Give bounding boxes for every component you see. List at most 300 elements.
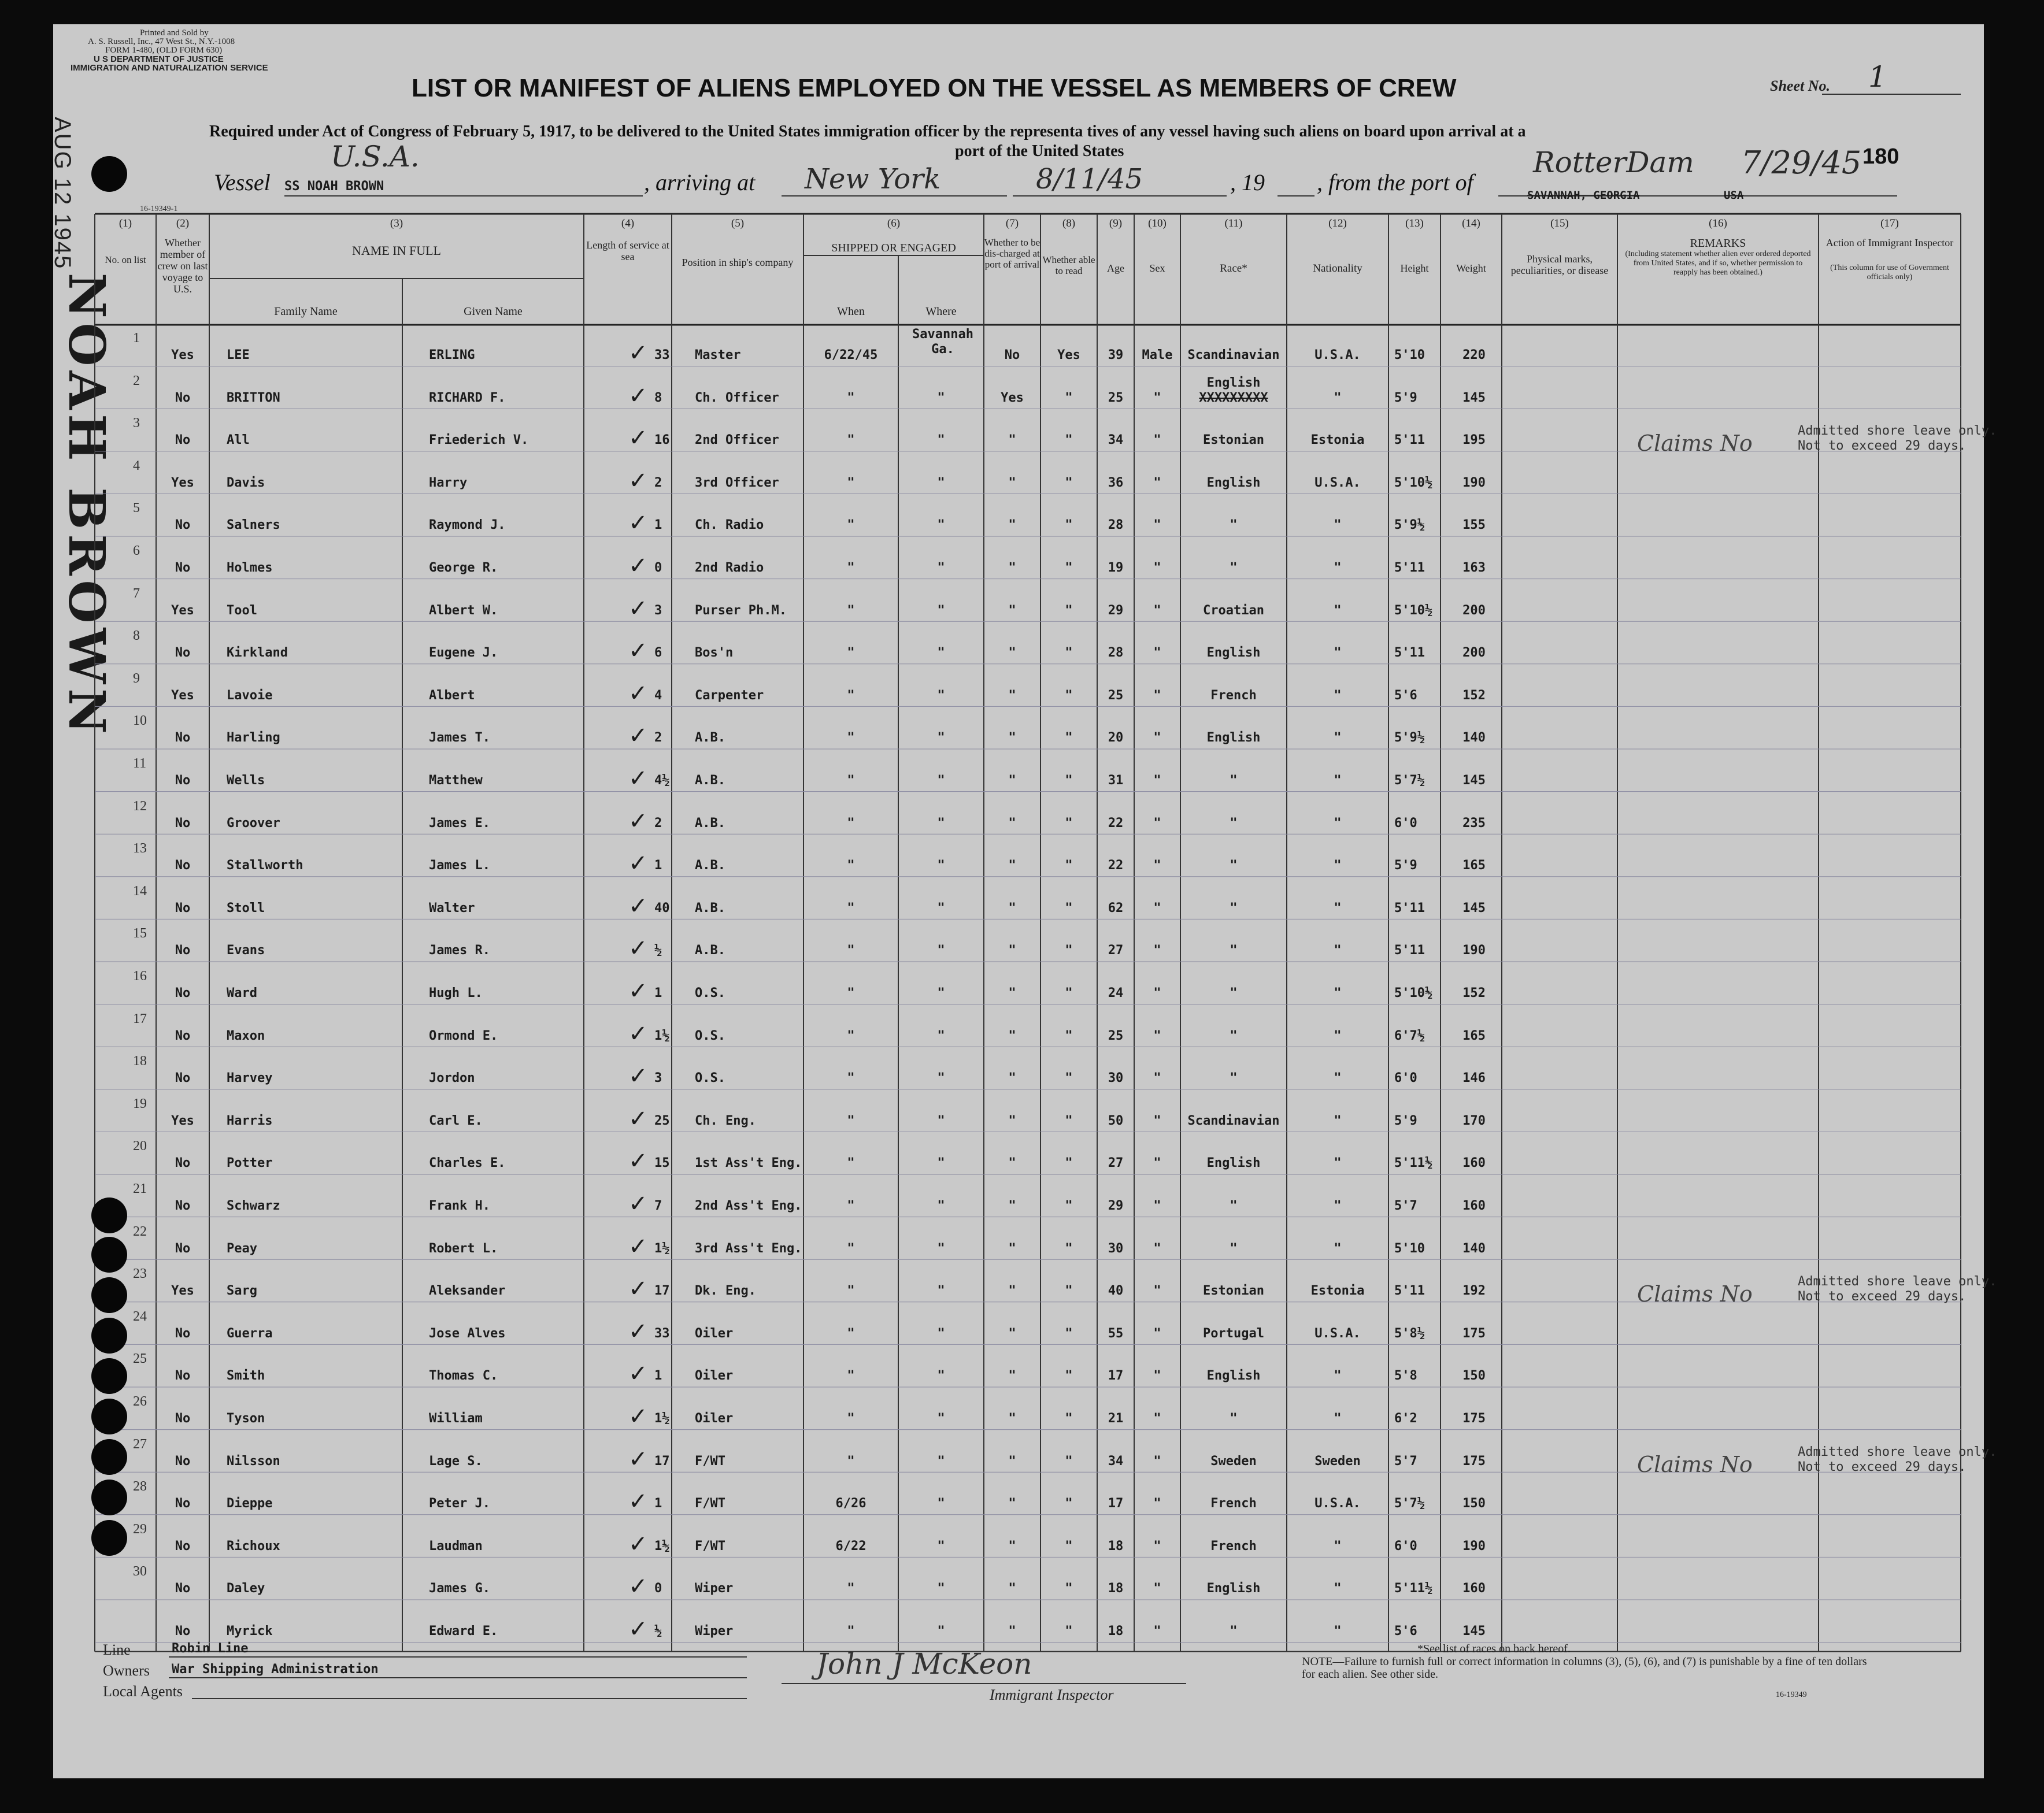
col-discharged: " bbox=[1008, 1284, 1016, 1299]
inspector-label: Immigrant Inspector bbox=[990, 1686, 1114, 1703]
col-given-name: Albert W. bbox=[429, 603, 498, 618]
col-service-years: 25 bbox=[654, 1113, 670, 1128]
col-position: Bos'n bbox=[695, 646, 734, 661]
col-nationality: " bbox=[1334, 773, 1342, 788]
col-service-years: 33 bbox=[654, 348, 670, 362]
col-age: 34 bbox=[1108, 1454, 1124, 1469]
col-height: 5'11 bbox=[1394, 1284, 1425, 1299]
service-checkmark: ✓ bbox=[628, 1360, 648, 1388]
col-weight: 150 bbox=[1462, 1369, 1486, 1384]
col-c8-number: (8) bbox=[1062, 217, 1076, 229]
col-shipped-where: " bbox=[937, 603, 945, 618]
col-nationality: " bbox=[1334, 518, 1342, 533]
line-underline bbox=[169, 1656, 747, 1658]
col-sex: Male bbox=[1142, 348, 1173, 362]
service-checkmark: ✓ bbox=[628, 1233, 648, 1260]
col-able-to-read: " bbox=[1065, 1028, 1073, 1043]
col-weight: 150 bbox=[1462, 1496, 1486, 1511]
col-service-years: 16 bbox=[654, 433, 670, 448]
col-family-name: All bbox=[227, 433, 250, 448]
col-shipped-where: " bbox=[937, 1538, 945, 1554]
col-c9-label: Age bbox=[1107, 262, 1124, 274]
col-service-years: 4½ bbox=[654, 773, 670, 788]
col-service-years: 6 bbox=[654, 646, 662, 661]
col-shipped-where: " bbox=[937, 986, 945, 1000]
col-age: 30 bbox=[1108, 1071, 1124, 1086]
col-position: 2nd Radio bbox=[695, 561, 764, 575]
col-family-name: Wells bbox=[227, 773, 265, 788]
col-race: " bbox=[1230, 815, 1238, 831]
col-prev-voyage: No bbox=[175, 900, 191, 915]
col-c17-sublabel: (This column for use of Government officials only) bbox=[1830, 264, 1949, 281]
col-able-to-read: " bbox=[1065, 900, 1073, 915]
col-family-name: Kirkland bbox=[227, 646, 288, 661]
col-given-name: James T. bbox=[429, 731, 490, 746]
col-discharged: " bbox=[1008, 731, 1016, 746]
col-weight: 190 bbox=[1462, 475, 1486, 490]
col-prev-voyage: Yes bbox=[171, 1113, 194, 1128]
col-nationality: " bbox=[1334, 1156, 1342, 1171]
row-number: 16 bbox=[133, 969, 147, 984]
col-shipped-when: " bbox=[847, 731, 855, 746]
col-position: A.B. bbox=[695, 858, 725, 873]
col-able-to-read: " bbox=[1065, 1538, 1073, 1554]
col-family-name: Smith bbox=[227, 1369, 265, 1384]
col-given-name: Carl E. bbox=[429, 1113, 483, 1128]
owners-value: War Shipping Administration bbox=[172, 1662, 379, 1677]
col-nationality: " bbox=[1334, 943, 1342, 958]
col-race: " bbox=[1230, 943, 1238, 958]
col-shipped-where: " bbox=[937, 1199, 945, 1213]
col-nationality: " bbox=[1334, 390, 1342, 405]
col-shipped-when: " bbox=[847, 1113, 855, 1128]
col-prev-voyage: No bbox=[175, 433, 191, 448]
col-prev-voyage: No bbox=[175, 1241, 191, 1256]
service-checkmark: ✓ bbox=[628, 765, 648, 792]
col-c3-label: NAME IN FULL bbox=[352, 243, 441, 258]
col-height: 5'8½ bbox=[1394, 1326, 1425, 1341]
col-age: 31 bbox=[1108, 773, 1124, 788]
row-number: 4 bbox=[133, 458, 140, 473]
vessel-flag: U.S.A. bbox=[331, 140, 420, 173]
col-able-to-read: " bbox=[1065, 1369, 1073, 1384]
remark-claims-handwritten: Claims No bbox=[1637, 1451, 1753, 1477]
from-port-typed: SAVANNAH, GEORGIA bbox=[1527, 189, 1640, 202]
col-prev-voyage: No bbox=[175, 1199, 191, 1213]
col-service-years: 2 bbox=[654, 475, 662, 490]
col-nationality: " bbox=[1334, 1369, 1342, 1384]
col-sex: " bbox=[1153, 561, 1161, 575]
col-nationality: " bbox=[1334, 986, 1342, 1000]
col-sex: " bbox=[1153, 433, 1161, 448]
col-age: 17 bbox=[1108, 1496, 1124, 1511]
col-age: 39 bbox=[1108, 348, 1124, 362]
service-checkmark: ✓ bbox=[628, 850, 648, 877]
col-given-name: Raymond J. bbox=[429, 518, 506, 533]
col-age: 30 bbox=[1108, 1241, 1124, 1256]
col-given-name: Robert L. bbox=[429, 1241, 498, 1256]
col-weight: 163 bbox=[1462, 561, 1486, 575]
row-number: 1 bbox=[133, 331, 140, 346]
signature-underline bbox=[782, 1683, 1186, 1684]
col-given-name: James L. bbox=[429, 858, 490, 873]
col-weight: 145 bbox=[1462, 900, 1486, 915]
col-c10-number: (10) bbox=[1148, 217, 1167, 229]
col-family-name: Dieppe bbox=[227, 1496, 273, 1511]
col-discharged: " bbox=[1008, 1581, 1016, 1596]
row-number: 30 bbox=[133, 1564, 147, 1580]
col-prev-voyage: No bbox=[175, 1496, 191, 1511]
col-sex: " bbox=[1153, 731, 1161, 746]
service-checkmark: ✓ bbox=[628, 722, 648, 750]
col-age: 25 bbox=[1108, 1028, 1124, 1043]
col-service-years: 17 bbox=[654, 1284, 670, 1299]
col-able-to-read: " bbox=[1065, 603, 1073, 618]
col-position: Ch. Officer bbox=[695, 390, 779, 405]
col-age: 29 bbox=[1108, 603, 1124, 618]
col-discharged: " bbox=[1008, 815, 1016, 831]
col-height: 5'10½ bbox=[1394, 603, 1433, 618]
col-shipped-where: " bbox=[937, 1624, 945, 1638]
col-shipped-where: " bbox=[937, 1581, 945, 1596]
col-weight: 192 bbox=[1462, 1284, 1486, 1299]
col-c15-number: (15) bbox=[1550, 217, 1569, 229]
col-shipped-where: " bbox=[937, 1113, 945, 1128]
service-checkmark: ✓ bbox=[628, 1445, 648, 1473]
row-number: 7 bbox=[133, 585, 140, 601]
col-prev-voyage: No bbox=[175, 646, 191, 661]
col-position: A.B. bbox=[695, 943, 725, 958]
line-value: Robin Line bbox=[172, 1641, 249, 1656]
col-height: 5'9 bbox=[1394, 858, 1417, 873]
col-service-years: 8 bbox=[654, 390, 662, 405]
col-service-years: 1 bbox=[654, 518, 662, 533]
col-weight: 152 bbox=[1462, 986, 1486, 1000]
col-prev-voyage: No bbox=[175, 390, 191, 405]
col-prev-voyage: Yes bbox=[171, 348, 194, 362]
col-height: 5'7½ bbox=[1394, 773, 1425, 788]
col-sex: " bbox=[1153, 390, 1161, 405]
service-checkmark: ✓ bbox=[628, 1530, 648, 1558]
col-c11-number: (11) bbox=[1224, 217, 1243, 229]
col-weight: 160 bbox=[1462, 1156, 1486, 1171]
col-age: 21 bbox=[1108, 1411, 1124, 1426]
service-checkmark: ✓ bbox=[628, 935, 648, 962]
col-c7-number: (7) bbox=[1005, 217, 1019, 229]
col-nationality: U.S.A. bbox=[1314, 475, 1361, 490]
col-weight: 152 bbox=[1462, 688, 1486, 703]
col-given-name: Matthew bbox=[429, 773, 483, 788]
col-given-name: Walter bbox=[429, 900, 475, 915]
col-position: Oiler bbox=[695, 1411, 734, 1426]
col-c2-number: (2) bbox=[176, 217, 190, 229]
col-sex: " bbox=[1153, 1199, 1161, 1213]
arriving-label: , arriving at bbox=[644, 169, 756, 195]
col-prev-voyage: No bbox=[175, 1411, 191, 1426]
col-height: 5'11 bbox=[1394, 900, 1425, 915]
col-discharged: " bbox=[1008, 986, 1016, 1000]
col-position: Master bbox=[695, 348, 741, 362]
col-position: Carpenter bbox=[695, 688, 764, 703]
col-service-years: 40 bbox=[654, 900, 670, 915]
binder-hole bbox=[91, 1318, 127, 1354]
col-shipped-when: 6/22 bbox=[835, 1538, 867, 1554]
col-discharged: " bbox=[1008, 433, 1016, 448]
col-sex: " bbox=[1153, 1071, 1161, 1086]
col-height: 5'10½ bbox=[1394, 475, 1433, 490]
col-discharged: " bbox=[1008, 1624, 1016, 1638]
col-shipped-when: " bbox=[847, 943, 855, 958]
col-height: 6'0 bbox=[1394, 1071, 1417, 1086]
row-number: 2 bbox=[133, 373, 140, 388]
service-checkmark: ✓ bbox=[628, 1616, 648, 1643]
col-service-years: 1 bbox=[654, 858, 662, 873]
col-shipped-when: " bbox=[847, 900, 855, 915]
col-weight: 190 bbox=[1462, 1538, 1486, 1554]
col-able-to-read: " bbox=[1065, 815, 1073, 831]
col-position: F/WT bbox=[695, 1454, 725, 1469]
col-shipped-when: 6/22/45 bbox=[824, 348, 878, 362]
col-age: 62 bbox=[1108, 900, 1124, 915]
col-weight: 145 bbox=[1462, 773, 1486, 788]
from-port-label: , from the port of bbox=[1317, 169, 1473, 195]
col-nationality: " bbox=[1334, 1581, 1342, 1596]
col-c17-number: (17) bbox=[1880, 217, 1899, 229]
col-race: English bbox=[1206, 475, 1261, 490]
col-discharged: " bbox=[1008, 688, 1016, 703]
col-race: Croatian bbox=[1203, 603, 1264, 618]
col-discharged: " bbox=[1008, 1538, 1016, 1554]
col-position: 3rd Officer bbox=[695, 475, 779, 490]
col-c9-number: (9) bbox=[1109, 217, 1123, 229]
manifest-sheet bbox=[50, 24, 1997, 1778]
col-age: 22 bbox=[1108, 858, 1124, 873]
from-country-typed: USA bbox=[1724, 189, 1744, 202]
col-c16-label: REMARKS bbox=[1690, 237, 1746, 250]
col-given-name: Jordon bbox=[429, 1071, 475, 1086]
col-able-to-read: " bbox=[1065, 943, 1073, 958]
service-checkmark: ✓ bbox=[628, 637, 648, 665]
binder-hole bbox=[91, 156, 127, 192]
col-position: O.S. bbox=[695, 986, 725, 1000]
col-family-name: Holmes bbox=[227, 561, 273, 575]
col-shipped-when: " bbox=[847, 1369, 855, 1384]
col-weight: 160 bbox=[1462, 1199, 1486, 1213]
col-c3-given-label: Given Name bbox=[464, 305, 523, 318]
col-service-years: 4 bbox=[654, 688, 662, 703]
col-height: 5'9 bbox=[1394, 1113, 1417, 1128]
col-weight: 140 bbox=[1462, 731, 1486, 746]
col-shipped-where: " bbox=[937, 900, 945, 915]
col-height: 5'7 bbox=[1394, 1454, 1417, 1469]
col-discharged: " bbox=[1008, 943, 1016, 958]
file-number: 180 bbox=[1862, 144, 1899, 169]
col-shipped-where: " bbox=[937, 858, 945, 873]
col-shipped-where: " bbox=[937, 1369, 945, 1384]
col-shipped-when: " bbox=[847, 433, 855, 448]
col-discharged: " bbox=[1008, 646, 1016, 661]
col-prev-voyage: No bbox=[175, 518, 191, 533]
col-race: Scandinavian bbox=[1187, 348, 1280, 362]
col-shipped-where: " bbox=[937, 1071, 945, 1086]
remark-claims-handwritten: Claims No bbox=[1637, 1281, 1753, 1307]
col-age: 24 bbox=[1108, 986, 1124, 1000]
col-position: 2nd Officer bbox=[695, 433, 779, 448]
remark-line-1: Admitted shore leave only. bbox=[1798, 424, 1997, 439]
col-c6-label: SHIPPED OR ENGAGED bbox=[831, 242, 956, 254]
col-age: 25 bbox=[1108, 688, 1124, 703]
required-statement: Required under Act of Congress of February 5, 1917, to be delivered to the United States immigration officer by the representa tives of any vessel having such aliens on board upon arrival at a bbox=[209, 123, 1526, 140]
col-sex: " bbox=[1153, 646, 1161, 661]
col-weight: 170 bbox=[1462, 1113, 1486, 1128]
col-shipped-when: " bbox=[847, 603, 855, 618]
col-race: " bbox=[1230, 1241, 1238, 1256]
col-height: 5'7 bbox=[1394, 1199, 1417, 1213]
col-height: 6'7½ bbox=[1394, 1028, 1425, 1043]
col-able-to-read: " bbox=[1065, 986, 1073, 1000]
col-able-to-read: " bbox=[1065, 1156, 1073, 1171]
owners-label: Owners bbox=[103, 1662, 150, 1679]
col-prev-voyage: Yes bbox=[171, 475, 194, 490]
col-service-years: ½ bbox=[654, 1624, 662, 1638]
col-sex: " bbox=[1153, 688, 1161, 703]
col-family-name: Harling bbox=[227, 731, 280, 746]
col-family-name: Schwarz bbox=[227, 1199, 280, 1213]
col-weight: 145 bbox=[1462, 390, 1486, 405]
col-able-to-read: " bbox=[1065, 1284, 1073, 1299]
col-nationality: " bbox=[1334, 858, 1342, 873]
col-able-to-read: " bbox=[1065, 773, 1073, 788]
col-weight: 190 bbox=[1462, 943, 1486, 958]
col-nationality: " bbox=[1334, 561, 1342, 575]
service-checkmark: ✓ bbox=[628, 340, 648, 366]
binder-hole bbox=[91, 1439, 127, 1475]
row-number: 10 bbox=[133, 713, 147, 729]
col-able-to-read: " bbox=[1065, 475, 1073, 490]
row-number: 18 bbox=[133, 1054, 147, 1069]
col-family-name: Stallworth bbox=[227, 858, 303, 873]
col-given-name: Hugh L. bbox=[429, 986, 483, 1000]
col-age: 55 bbox=[1108, 1326, 1124, 1341]
col-discharged: " bbox=[1008, 1326, 1016, 1341]
col-age: 27 bbox=[1108, 943, 1124, 958]
col-able-to-read: " bbox=[1065, 1241, 1073, 1256]
col-able-to-read: " bbox=[1065, 1496, 1073, 1511]
col-family-name: Tool bbox=[227, 603, 257, 618]
col-prev-voyage: No bbox=[175, 1581, 191, 1596]
col-service-years: 1 bbox=[654, 1496, 662, 1511]
col-shipped-when: " bbox=[847, 1156, 855, 1171]
col-prev-voyage: No bbox=[175, 858, 191, 873]
row-number: 12 bbox=[133, 798, 147, 814]
service-checkmark: ✓ bbox=[628, 1148, 648, 1175]
col-able-to-read: " bbox=[1065, 1071, 1073, 1086]
col-able-to-read: " bbox=[1065, 518, 1073, 533]
col-c4-label: Length of service at sea bbox=[586, 239, 669, 262]
remark-line-1: Admitted shore leave only. bbox=[1798, 1444, 1997, 1459]
col-race: French bbox=[1210, 1538, 1257, 1554]
col-weight: 165 bbox=[1462, 1028, 1486, 1043]
col-nationality: " bbox=[1334, 1071, 1342, 1086]
col-position: Ch. Eng. bbox=[695, 1113, 756, 1128]
service-checkmark: ✓ bbox=[628, 978, 648, 1004]
col-position: A.B. bbox=[695, 773, 725, 788]
col-c5-number: (5) bbox=[731, 217, 745, 229]
col-shipped-where: " bbox=[937, 731, 945, 746]
col-sex: " bbox=[1153, 773, 1161, 788]
col-shipped-where: " bbox=[937, 1411, 945, 1426]
col-family-name: Myrick bbox=[227, 1624, 273, 1638]
col-position: F/WT bbox=[695, 1538, 725, 1554]
col-shipped-when: " bbox=[847, 518, 855, 533]
service-checkmark: ✓ bbox=[628, 1488, 648, 1515]
col-family-name: Nilsson bbox=[227, 1454, 280, 1469]
col-family-name: Daley bbox=[227, 1581, 265, 1596]
col-service-years: 15 bbox=[654, 1156, 670, 1171]
col-c4-number: (4) bbox=[621, 217, 635, 229]
col-sex: " bbox=[1153, 518, 1161, 533]
col-position: Oiler bbox=[695, 1326, 734, 1341]
col-discharged: " bbox=[1008, 858, 1016, 873]
row-number: 17 bbox=[133, 1011, 147, 1026]
col-service-years: ½ bbox=[654, 943, 662, 958]
col-c12-number: (12) bbox=[1328, 217, 1347, 229]
col-nationality: " bbox=[1334, 1624, 1342, 1638]
col-discharged: " bbox=[1008, 1156, 1016, 1171]
col-discharged: " bbox=[1008, 1071, 1016, 1086]
col-c16-number: (16) bbox=[1709, 217, 1727, 229]
sheet-no-value: 1 bbox=[1868, 60, 1887, 94]
col-c1-number: (1) bbox=[119, 217, 132, 229]
col-family-name: Maxon bbox=[227, 1028, 265, 1043]
row-number: 11 bbox=[133, 756, 147, 771]
required-statement-2: port of the United States bbox=[955, 142, 1124, 160]
col-given-name: Albert bbox=[429, 688, 475, 703]
col-family-name: Ward bbox=[227, 986, 257, 1000]
col-prev-voyage: Yes bbox=[171, 603, 194, 618]
col-discharged: " bbox=[1008, 518, 1016, 533]
col-age: 19 bbox=[1108, 561, 1124, 575]
col-family-name: Davis bbox=[227, 475, 265, 490]
col-position: O.S. bbox=[695, 1071, 725, 1086]
col-prev-voyage: No bbox=[175, 773, 191, 788]
col-family-name: Stoll bbox=[227, 900, 265, 915]
col-c6-where-label: Where bbox=[925, 305, 957, 318]
col-shipped-where: " bbox=[937, 1496, 945, 1511]
col-shipped-where: " bbox=[937, 1284, 945, 1299]
col-able-to-read: " bbox=[1065, 731, 1073, 746]
row-number: 8 bbox=[133, 628, 140, 644]
col-given-name: George R. bbox=[429, 561, 498, 575]
col-sex: " bbox=[1153, 1369, 1161, 1384]
service-checkmark: ✓ bbox=[628, 1063, 648, 1090]
col-able-to-read: " bbox=[1065, 1454, 1073, 1469]
row-number: 14 bbox=[133, 883, 147, 899]
col-age: 36 bbox=[1108, 475, 1124, 490]
service-checkmark: ✓ bbox=[628, 553, 648, 579]
col-c3-family-label: Family Name bbox=[274, 305, 338, 318]
col-race: English bbox=[1206, 1156, 1261, 1171]
service-checkmark: ✓ bbox=[628, 1318, 648, 1345]
row-number: 23 bbox=[133, 1266, 147, 1282]
col-shipped-where: " bbox=[937, 518, 945, 533]
col-height: 5'10 bbox=[1394, 348, 1425, 362]
col-discharged: " bbox=[1008, 1454, 1016, 1469]
col-shipped-where: " bbox=[937, 390, 945, 405]
col-family-name: Peay bbox=[227, 1241, 257, 1256]
row-number: 22 bbox=[133, 1224, 147, 1239]
col-age: 34 bbox=[1108, 433, 1124, 448]
